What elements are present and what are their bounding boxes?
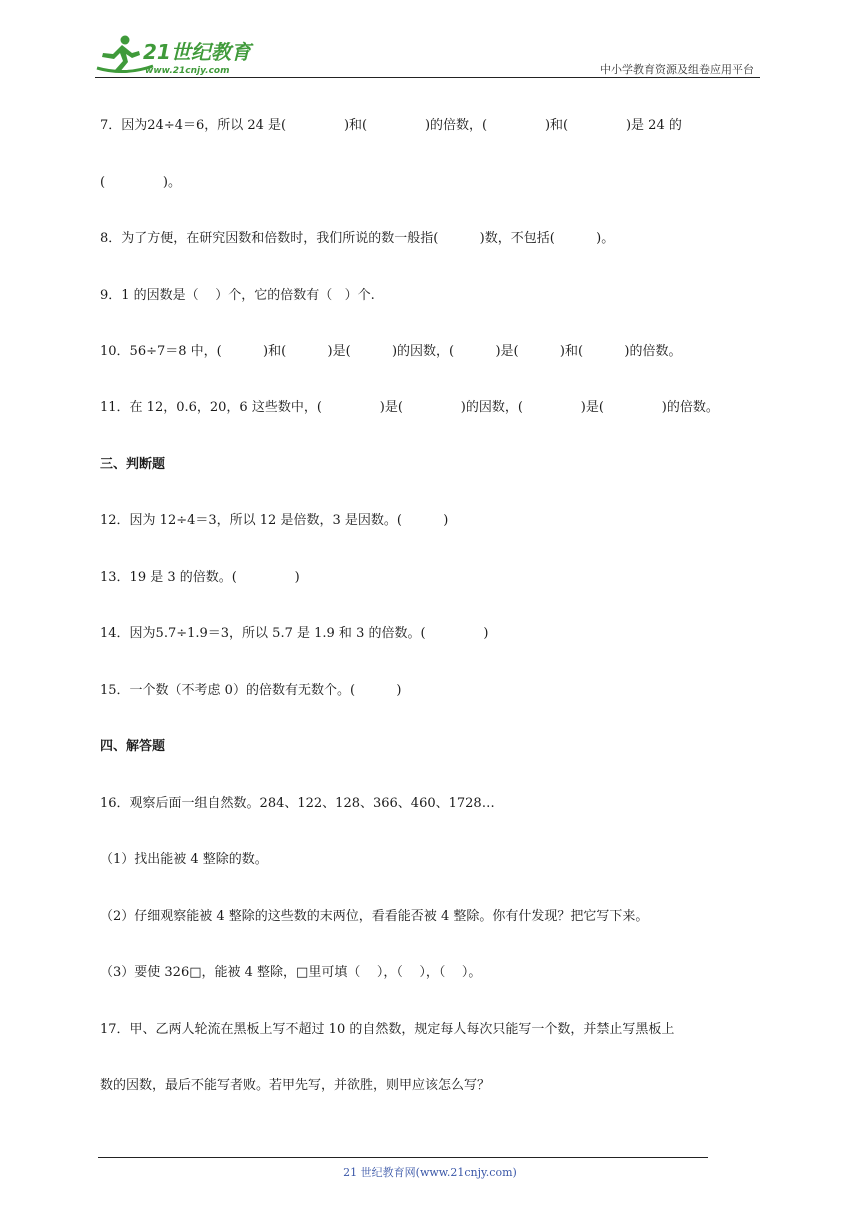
question-8: 8．为了方便，在研究因数和倍数时，我们所说的数一般指( )数，不包括( )。	[100, 231, 615, 246]
header-divider	[95, 77, 760, 78]
question-16-part-1: （1）找出能被 4 整除的数。	[100, 852, 268, 867]
question-7-line-2: ( )。	[100, 175, 181, 190]
question-17-line-2: 数的因数，最后不能写者败。若甲先写，并欲胜，则甲应该怎么写？	[100, 1078, 491, 1093]
logo-text: 21世纪教育	[143, 40, 251, 64]
question-9: 9．1 的因数是（ ）个，它的倍数有（ ）个.	[100, 288, 375, 303]
question-10: 10．56÷7＝8 中，( )和( )是( )的因数，( )是( )和( )的倍数。	[100, 344, 682, 359]
question-7-line-1: 7．因为24÷4＝6，所以 24 是( )和( )的倍数，( )和( )是 24 的	[100, 118, 682, 133]
question-14: 14．因为5.7÷1.9＝3，所以 5.7 是 1.9 和 3 的倍数。( )	[100, 626, 489, 641]
page-header	[95, 32, 760, 78]
section-heading-judgement: 三、判断题	[100, 457, 166, 472]
question-16-part-2: （2）仔细观察能被 4 整除的这些数的末两位，看看能否被 4 整除。你有什发现？把它写下来。	[100, 909, 649, 924]
footer-text: 21 世纪教育网(www.21cnjy.com)	[343, 1166, 517, 1179]
header-platform-text: 中小学教育资源及组卷应用平台	[600, 63, 754, 76]
footer-divider	[98, 1157, 708, 1158]
section-heading-answer: 四、解答题	[100, 739, 166, 754]
question-16: 16．观察后面一组自然数。284、122、128、366、460、1728…	[100, 796, 495, 811]
logo	[95, 32, 265, 78]
question-11: 11．在 12，0.6，20，6 这些数中，( )是( )的因数，( )是( )的倍数。	[100, 400, 719, 415]
question-17-line-1: 17．甲、乙两人轮流在黑板上写不超过 10 的自然数，规定每人每次只能写一个数，并禁止写黑板上	[100, 1022, 675, 1037]
question-12: 12．因为 12÷4＝3，所以 12 是倍数，3 是因数。( )	[100, 513, 449, 528]
question-16-part-3: （3）要使 326□，能被 4 整除，□里可填（ ），（ ），（ ）。	[100, 965, 482, 980]
logo-subtext: www.21cnjy.com	[145, 66, 230, 76]
question-13: 13．19 是 3 的倍数。( )	[100, 570, 300, 585]
question-15: 15．一个数（不考虑 0）的倍数有无数个。( )	[100, 683, 402, 698]
